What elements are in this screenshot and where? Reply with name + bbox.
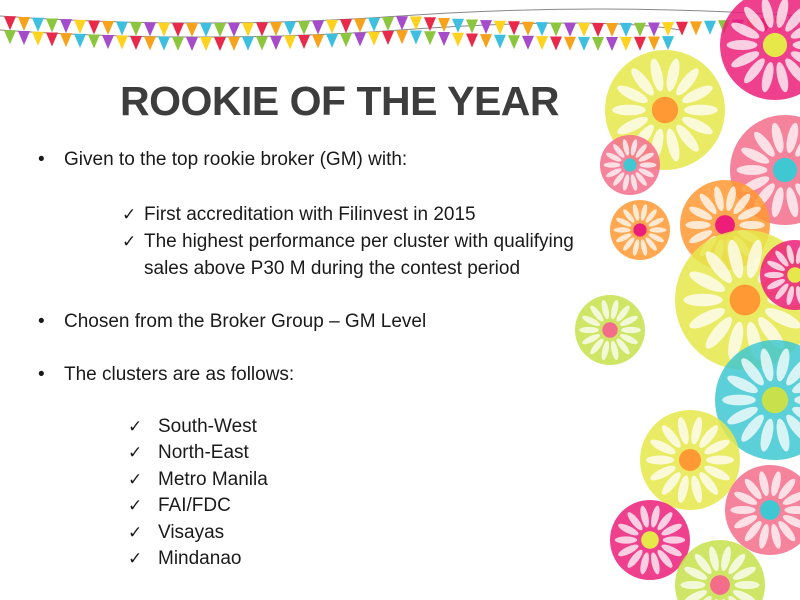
flower-decoration xyxy=(575,295,645,365)
cluster-item xyxy=(128,442,249,464)
bunting-flag xyxy=(130,36,142,50)
bunting-flag xyxy=(340,33,352,47)
check-icon: ✓ xyxy=(128,496,143,516)
bunting-flag xyxy=(242,23,254,37)
bunting-flag xyxy=(382,17,394,31)
criteria-text: First accreditation with Filinvest in 2015 xyxy=(144,204,476,225)
bullet-chosen-from xyxy=(38,311,426,333)
bullet-text: Chosen from the Broker Group – GM Level xyxy=(64,311,427,332)
bunting-flag xyxy=(242,37,254,51)
bunting-flag xyxy=(368,18,380,32)
bunting-flag xyxy=(466,19,478,33)
bunting-flag xyxy=(60,33,72,47)
check-icon: ✓ xyxy=(122,232,137,252)
bunting-flag xyxy=(550,22,562,36)
bunting-flag xyxy=(88,20,100,34)
bullet-symbol: • xyxy=(38,149,45,170)
check-icon: ✓ xyxy=(128,470,143,490)
floral-decoration xyxy=(570,0,800,600)
bunting-flag xyxy=(256,36,268,50)
bunting-flag xyxy=(102,35,114,49)
bunting-flag xyxy=(326,20,338,34)
bullet-symbol: • xyxy=(38,364,45,385)
criteria-text: The highest performance per cluster with qualifying xyxy=(144,231,574,252)
flower-decoration xyxy=(640,410,740,510)
bunting-flag xyxy=(186,37,198,51)
check-icon: ✓ xyxy=(128,523,143,543)
bunting-flag xyxy=(102,21,114,35)
check-icon: ✓ xyxy=(122,205,137,225)
bunting-flag xyxy=(298,35,310,49)
bunting-flag xyxy=(158,23,170,37)
bunting-flag xyxy=(494,21,506,35)
bunting-flag xyxy=(312,20,324,34)
check-icon: ✓ xyxy=(128,443,143,463)
bunting-flag xyxy=(130,22,142,36)
bunting-flag xyxy=(214,37,226,51)
flower-decoration xyxy=(600,135,660,195)
bunting-flag xyxy=(326,34,338,48)
bunting-flag xyxy=(144,36,156,50)
bunting-flag xyxy=(480,34,492,48)
cluster-name: FAI/FDC xyxy=(158,495,231,516)
bunting-flag xyxy=(536,36,548,50)
bunting-flag xyxy=(144,22,156,36)
bullet-clusters xyxy=(38,364,294,386)
bunting-flag xyxy=(536,22,548,36)
cluster-name: Visayas xyxy=(158,522,225,543)
bunting-flag xyxy=(18,17,30,31)
cluster-name: South-West xyxy=(158,416,257,437)
flower-decoration xyxy=(610,200,670,260)
bunting-flag xyxy=(522,36,534,50)
bunting-flag xyxy=(186,23,198,37)
criteria-item xyxy=(122,201,476,229)
bunting-flag xyxy=(32,18,44,32)
bunting-flag xyxy=(438,18,450,32)
slide-title: ROOKIE OF THE YEAR xyxy=(120,78,560,124)
bunting-flag xyxy=(298,21,310,35)
cluster-item xyxy=(128,416,257,438)
bunting-flag xyxy=(452,33,464,47)
bunting-flag xyxy=(312,34,324,48)
check-icon: ✓ xyxy=(128,417,143,437)
bunting-flag xyxy=(284,22,296,36)
bunting-flag xyxy=(410,31,422,45)
bunting-flag xyxy=(228,23,240,37)
bunting-flag xyxy=(18,31,30,45)
bunting-flag xyxy=(340,19,352,33)
bunting-flag xyxy=(396,16,408,30)
bunting-flag xyxy=(32,32,44,46)
bunting-flag xyxy=(270,22,282,36)
bunting-flag xyxy=(284,36,296,50)
bunting-flag xyxy=(214,23,226,37)
bullet-given-to xyxy=(38,149,407,171)
bunting-flag xyxy=(508,35,520,49)
bunting-flag xyxy=(4,16,16,30)
bunting-flag xyxy=(116,22,128,36)
bunting-flag xyxy=(200,23,212,37)
flower-decoration xyxy=(610,500,690,580)
criteria-continuation: sales above P30 M during the contest period xyxy=(144,258,521,279)
cluster-name: Metro Manila xyxy=(158,469,268,490)
cluster-name: North-East xyxy=(158,442,249,463)
bunting-flag xyxy=(256,22,268,36)
bunting-flag xyxy=(424,17,436,31)
bunting-flag xyxy=(74,34,86,48)
bunting-flag xyxy=(550,36,562,50)
bunting-flag xyxy=(60,19,72,33)
bullet-symbol: • xyxy=(38,311,45,332)
bunting-flag xyxy=(172,23,184,37)
bunting-flag xyxy=(424,31,436,45)
cluster-item xyxy=(128,548,241,570)
bunting-flag xyxy=(46,32,58,46)
bullet-text: Given to the top rookie broker (GM) with: xyxy=(64,149,408,170)
bunting-flag xyxy=(438,32,450,46)
bunting-flag xyxy=(158,37,170,51)
check-icon: ✓ xyxy=(128,549,143,569)
cluster-name: Mindanao xyxy=(158,548,242,569)
cluster-item xyxy=(128,469,268,491)
bunting-flag xyxy=(382,31,394,45)
cluster-item xyxy=(128,495,231,517)
bunting-flag xyxy=(228,37,240,51)
bunting-flag xyxy=(46,18,58,32)
bunting-flag xyxy=(354,32,366,46)
bunting-flag xyxy=(396,30,408,44)
bunting-flag xyxy=(354,18,366,32)
criteria-item xyxy=(122,228,574,256)
flower-decoration xyxy=(720,0,800,100)
cluster-item xyxy=(128,522,224,544)
bunting-flag xyxy=(480,20,492,34)
bunting-flag xyxy=(466,33,478,47)
bunting-flag xyxy=(368,32,380,46)
bunting-flag xyxy=(74,20,86,34)
bunting-flag xyxy=(172,37,184,51)
bunting-flag xyxy=(270,36,282,50)
bunting-flag xyxy=(116,36,128,50)
bunting-flag xyxy=(4,30,16,44)
bunting-flag xyxy=(522,22,534,36)
bunting-flag xyxy=(494,35,506,49)
bullet-text: The clusters are as follows: xyxy=(64,364,295,385)
bunting-flag xyxy=(88,34,100,48)
bunting-flag xyxy=(200,37,212,51)
bunting-flag xyxy=(508,21,520,35)
